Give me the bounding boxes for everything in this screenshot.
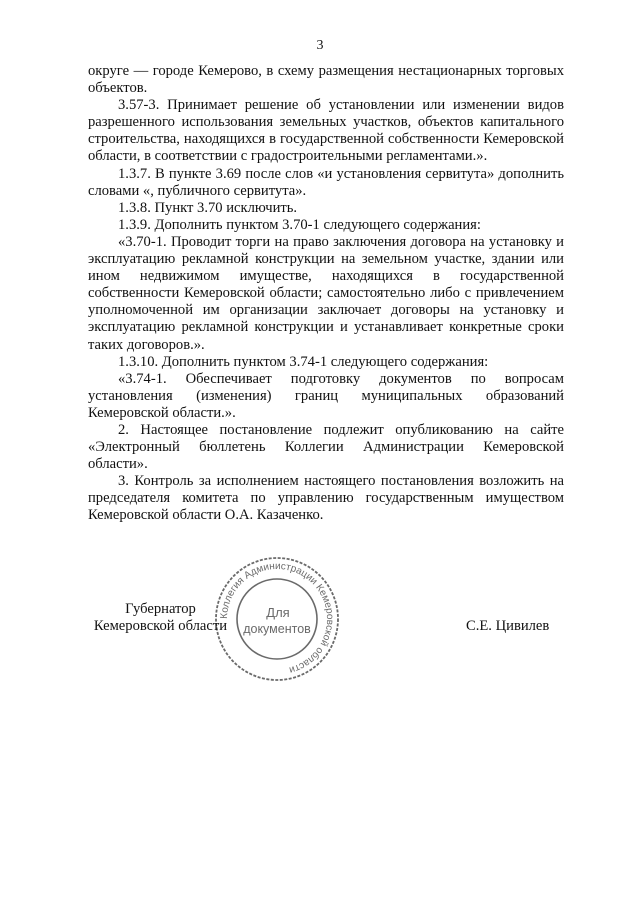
paragraph: 1.3.10. Дополнить пунктом 3.74-1 следующего содержания: [118,353,489,370]
stamp-ring-text: Коллегия Администрации Кемеровской области [218,560,336,676]
signatory-title [88,601,233,635]
paragraph: округе — городе Кемерово, в схему размещения нестационарных торговых объектов. [88,63,564,97]
stamp-center-line1: Для [266,605,290,620]
signatory-region: Кемеровской области [93,618,228,635]
page-number: 3 [316,38,324,53]
paragraph: 3.57-3. Принимает решение об установлении или изменении видов разрешенного использования земельных участков, объектов капитального строительства, находящихся в государственной собственности Кемеровской области, в соответствии с градостроительными регламентами.». [88,97,564,165]
paragraph: 3. Контроль за исполнением настоящего постановления возложить на председателя комитета по управлению государственным имуществом Кемеровской области О.А. Казаченко. [88,473,564,524]
paragraph: 1.3.8. Пункт 3.70 исключить. [118,199,298,216]
paragraph: 2. Настоящее постановление подлежит опубликованию на сайте «Электронный бюллетень Коллегии Администрации Кемеровской области». [88,421,564,473]
paragraph: «3.70-1. Проводит торги на право заключения договора на установку и эксплуатацию рекламной конструкции на земельном участке, здании или ином недвижимом имуществе, находящихся в государственной собственности Кемеровской области; самостоятельно либо с привлечением уполномоченной им организации заключает договоры на установку и эксплуатацию рекламной конструкции и устанавливает конкретные сроки таких договоров.». [88,233,564,353]
signatory-position: Губернатор [125,601,196,617]
document-body [88,63,564,525]
stamp-center-line2: документов [243,622,311,636]
paragraph: 1.3.7. В пункте 3.69 после слов «и установления сервитута» дополнить словами «, публичного сервитута». [88,165,564,199]
paragraph: «3.74-1. Обеспечивает подготовку документов по вопросам установления (изменения) границ муниципальных образований Кемеровской области.». [88,370,564,421]
paragraph: 1.3.9. Дополнить пунктом 3.70-1 следующего содержания: [118,216,481,233]
signatory-name: С.Е. Цивилев [466,618,550,634]
